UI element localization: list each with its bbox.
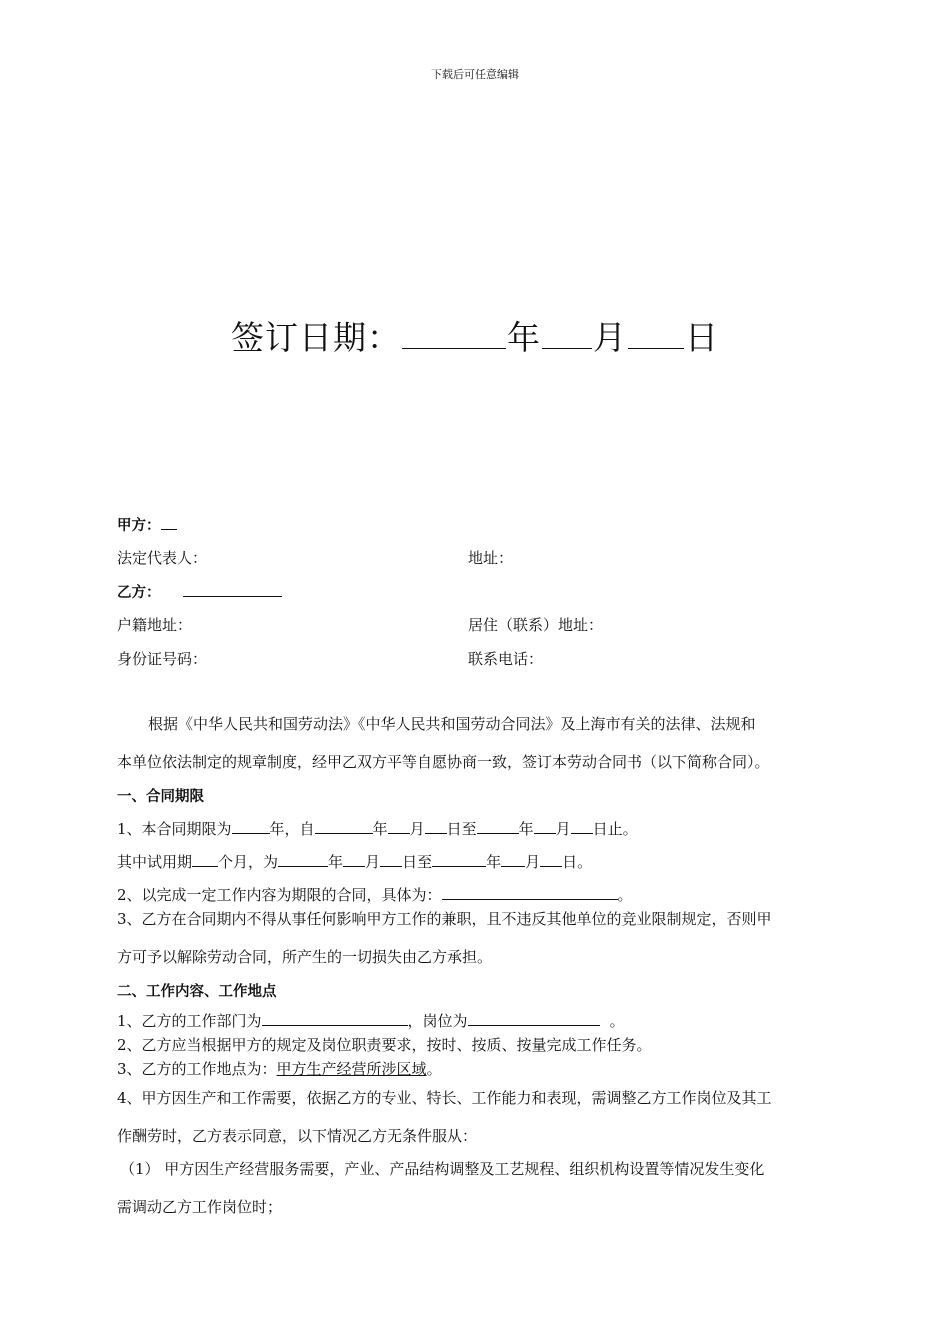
probation-end-month-blank: [501, 865, 525, 867]
probation-end-day-blank: [540, 865, 562, 867]
task-term-text-b: 。: [617, 886, 633, 904]
signing-date-label: 签订日期：: [231, 318, 401, 357]
party-b-label: 乙方：: [117, 585, 161, 601]
month-label: 月: [593, 318, 627, 357]
work-location-value: 甲方生产经营所涉区域: [276, 1060, 427, 1078]
probation-text-c: 年: [328, 853, 344, 871]
term-text-g: 月: [555, 820, 571, 838]
probation-start-year-blank: [278, 865, 328, 867]
end-day-blank: [571, 832, 593, 834]
party-b-blank: [183, 595, 282, 597]
work-location-end: 。: [426, 1060, 442, 1078]
address-label: 地址：: [468, 549, 514, 567]
end-year-blank: [477, 832, 519, 834]
party-a-blank: [161, 528, 177, 530]
probation-start-month-blank: [343, 865, 365, 867]
probation-months-blank: [192, 865, 218, 867]
term-years-blank: [232, 832, 270, 834]
work-location-text: 3、乙方的工作地点为：: [117, 1060, 277, 1078]
duty-requirement-line: 2、乙方应当根据甲方的规定及岗位职责要求，按时、按质、按量完成工作任务。: [117, 1036, 652, 1054]
page-header-note: 下载后可任意编辑: [431, 68, 519, 81]
party-a-label: 甲方：: [117, 518, 161, 534]
probation-line: [117, 851, 592, 872]
probation-text-d: 月: [365, 853, 381, 871]
year-blank: [402, 347, 506, 349]
adjustment-case-1-line-1: （1） 甲方因生产经营服务需要，产业、产品结构调整及工艺规程、组织机构设置等情况发生变化: [120, 1160, 765, 1178]
residence-address-label: 居住（联系）地址：: [468, 616, 604, 634]
intro-line-1: 根据《中华人民共和国劳动法》《中华人民共和国劳动合同法》及上海市有关的法律、法规和: [148, 715, 756, 733]
start-month-blank: [388, 832, 410, 834]
position-end: 。: [609, 1012, 625, 1030]
adjustment-line-2: 作酬劳时，乙方表示同意，以下情况乙方无条件服从：: [117, 1127, 478, 1145]
probation-text-g: 月: [525, 853, 541, 871]
no-part-time-line-1: 3、乙方在合同期内不得从事任何影响甲方工作的兼职，且不违反其他单位的竞业限制规定，否则甲: [117, 910, 772, 928]
position-text: ，岗位为: [407, 1012, 468, 1030]
section-1-title: 一、合同期限: [117, 789, 204, 805]
adjustment-case-1-line-2: 需调动乙方工作岗位时；: [117, 1198, 283, 1216]
probation-end-year-blank: [432, 865, 486, 867]
month-blank: [542, 347, 592, 349]
task-term-blank: [442, 898, 618, 900]
department-position-line: [117, 1010, 625, 1031]
position-blank: [468, 1024, 600, 1026]
contract-term-line: [117, 818, 638, 839]
section-2-title: 二、工作内容、工作地点: [117, 984, 277, 1000]
task-term-text-a: 2、以完成一定工作内容为期限的合同，具体为：: [117, 886, 442, 904]
day-blank: [628, 347, 684, 349]
party-a-line: [117, 514, 177, 535]
probation-text-b: 个月，为: [218, 853, 279, 871]
term-text-a: 1、本合同期限为: [117, 820, 232, 838]
term-text-f: 年: [518, 820, 534, 838]
no-part-time-line-2: 方可予以解除劳动合同，所产生的一切损失由乙方承担。: [117, 948, 493, 966]
work-location-line: [117, 1058, 442, 1079]
intro-line-2: 本单位依法制定的规章制度，经甲乙双方平等自愿协商一致，签订本劳动合同书（以下简称合同）。: [117, 753, 770, 771]
probation-text-h: 日。: [562, 853, 593, 871]
party-b-line: [117, 581, 282, 602]
household-address-label: 户籍地址：: [117, 616, 193, 634]
probation-text-a: 其中试用期: [117, 853, 193, 871]
adjustment-line-1: 4、甲方因生产和工作需要，依据乙方的专业、特长、工作能力和表现，需调整乙方工作岗位及其工: [117, 1089, 772, 1107]
start-day-blank: [425, 832, 447, 834]
department-blank: [262, 1024, 408, 1026]
term-text-c: 年: [372, 820, 388, 838]
phone-label: 联系电话：: [468, 650, 544, 668]
legal-rep-label: 法定代表人：: [117, 549, 208, 567]
signing-date-line: [0, 312, 950, 359]
probation-start-day-blank: [380, 865, 402, 867]
department-text: 1、乙方的工作部门为: [117, 1012, 262, 1030]
year-label: 年: [507, 318, 541, 357]
term-text-e: 日至: [446, 820, 477, 838]
term-text-h: 日止。: [592, 820, 638, 838]
day-label: 日: [685, 318, 719, 357]
end-month-blank: [534, 832, 556, 834]
probation-text-f: 年: [486, 853, 502, 871]
start-year-blank: [315, 832, 373, 834]
probation-text-e: 日至: [402, 853, 433, 871]
id-number-label: 身份证号码：: [117, 650, 208, 668]
term-text-b: 年，自: [269, 820, 315, 838]
task-based-term-line: [117, 884, 633, 905]
term-text-d: 月: [409, 820, 425, 838]
